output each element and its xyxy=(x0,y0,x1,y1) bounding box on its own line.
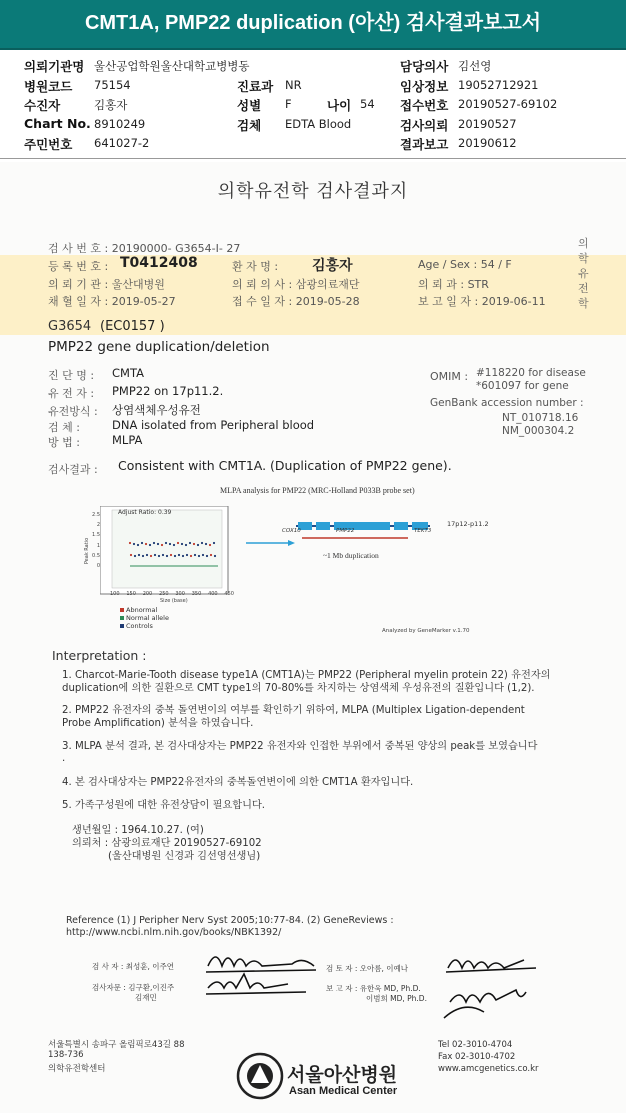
plot-dot-lower xyxy=(142,555,144,557)
plot-dot-lower xyxy=(130,554,132,556)
label-registration-no: 등 록 번 호 : xyxy=(48,260,109,273)
interp-4: 4. 본 검사대상자는 PMP22유전자의 중복돌연변이에 의한 CMT1A 환자입니다. xyxy=(62,777,414,788)
plot-dot-lower xyxy=(182,555,184,557)
interp-1b: duplication에 의한 질환으로 CMT type1의 70-80%를 차지하는 상염색체 우성유전의 질환입니다 (1,2). xyxy=(62,683,535,694)
figure-legend xyxy=(120,606,169,630)
plot-dot-lower xyxy=(178,554,180,556)
plot-dot-lower xyxy=(162,554,164,556)
x-tick: 150 xyxy=(126,591,136,597)
birth-date: 생년월일 : 1964.10.27. (여) xyxy=(72,825,204,836)
telephone: Tel 02-3010-4704 xyxy=(438,1040,513,1050)
plot-dot-lower xyxy=(210,554,212,556)
label-hospital-code: 병원코드 xyxy=(24,79,73,94)
reference-2: http://www.ncbi.nlm.nih.gov/books/NBK1392/ xyxy=(66,927,282,938)
plot-dot-upper xyxy=(173,544,175,546)
value-doctor: 김선영 xyxy=(458,59,492,73)
label-patient: 수진자 xyxy=(24,98,61,113)
value-resident-no: 641027-2 xyxy=(94,136,150,150)
y-tick: 2 xyxy=(96,522,100,529)
plot-area xyxy=(112,510,222,588)
plot-dot-lower xyxy=(190,555,192,557)
value-patient-name: 김홍자 xyxy=(312,258,353,274)
value-institution: 울산공업학원울산대학교병병동 xyxy=(94,59,250,73)
legend-swatch xyxy=(120,624,124,628)
value-specimen: EDTA Blood xyxy=(285,117,352,131)
omim-label: OMIM : xyxy=(430,370,469,383)
plot-dot-lower xyxy=(170,554,172,556)
label-diagnosis: 진 단 명 : xyxy=(48,369,95,382)
plot-dot-upper xyxy=(129,542,131,544)
reporter: 보 고 자 : 유한욱 MD, Ph.D. xyxy=(326,984,421,993)
omim-disease: #118220 for disease xyxy=(476,367,586,379)
genbank-nm: NM_000304.2 xyxy=(502,425,575,437)
legend-controls: Controls xyxy=(126,622,153,630)
duplication-label: ~1 Mb duplication xyxy=(323,551,379,560)
x-ticks xyxy=(110,591,234,597)
test-code: G3654 xyxy=(48,319,92,334)
plot-dot-lower xyxy=(154,554,156,556)
plot-dot-upper xyxy=(177,542,179,544)
reviewer: 검 토 자 : 오아름, 이예나 xyxy=(326,964,409,973)
label-specimen: 검체 xyxy=(237,118,262,133)
plot-dot-lower xyxy=(146,554,148,556)
y-tick: 0 xyxy=(96,563,100,570)
interp-3a: 3. MLPA 분석 결과, 본 검사대상자는 PMP22 유전자와 인접한 부위에서 중복된 양상의 peak를 보였습니다 xyxy=(62,741,538,752)
interpretation-title: Interpretation : xyxy=(52,648,147,663)
value-gene: PMP22 on 17p11.2. xyxy=(112,384,224,398)
value-request-date: 20190527 xyxy=(458,117,517,131)
plot-dot-lower xyxy=(158,555,160,557)
x-tick: 250 xyxy=(159,591,169,597)
plot-dot-lower xyxy=(134,555,136,557)
plot-dot-upper xyxy=(181,543,183,545)
report-title: CMT1A, PMP22 duplication (아산) 검사결과보고서 xyxy=(0,0,626,50)
test-advisor-2: 김재민 xyxy=(135,993,157,1002)
legend-normal: Normal allele xyxy=(126,614,169,622)
value-report-date: 20190612 xyxy=(458,136,517,150)
label-clinical-info: 임상정보 xyxy=(400,79,449,94)
plot-dot-upper xyxy=(201,542,203,544)
address-3: 의학유전학센터 xyxy=(48,1064,106,1074)
omim-gene: *601097 for gene xyxy=(476,380,569,392)
figure-title: MLPA analysis for PMP22 (MRC-Holland P033B probe set) xyxy=(220,486,415,495)
interp-3b: . xyxy=(62,753,66,764)
label-sex: 성별 xyxy=(237,98,262,113)
plot-dot-upper xyxy=(165,542,167,544)
x-tick: 300 xyxy=(175,591,185,597)
label-resident-no: 주민번호 xyxy=(24,137,73,152)
hospital-name-en: Asan Medical Center xyxy=(289,1085,398,1097)
value-hospital-code: 75154 xyxy=(94,78,131,92)
value-clinical-info: 19052712921 xyxy=(458,78,539,92)
label-receipt-no: 접수번호 xyxy=(400,98,449,113)
plot-dot-upper xyxy=(153,542,155,544)
x-tick: 200 xyxy=(142,591,153,597)
value-inheritance: 상염색체우성유전 xyxy=(112,403,201,417)
x-label: Size (base) xyxy=(160,598,188,604)
header-divider xyxy=(0,158,626,159)
plot-dot-upper xyxy=(149,544,151,546)
value-registration-no: T0412408 xyxy=(120,255,198,271)
plot-dot-lower xyxy=(138,554,140,556)
test-advisor: 검사자문 : 김구환,이진주 xyxy=(92,983,175,992)
genbank-label: GenBank accession number : xyxy=(430,397,584,409)
plot-dot-lower xyxy=(166,555,168,557)
value-sample: DNA isolated from Peripheral blood xyxy=(112,418,315,432)
interp-5: 5. 가족구성원에 대한 유전상담이 필요합니다. xyxy=(62,800,266,811)
value-method: MLPA xyxy=(112,433,143,447)
genbank-nt: NT_010718.16 xyxy=(502,412,579,424)
report-date: 보 고 일 자 : 2019-06-11 xyxy=(418,295,546,308)
legend-swatch xyxy=(120,608,124,612)
side-vertical-title: 의학유전학 xyxy=(578,237,589,310)
plot-dot-upper xyxy=(213,542,215,544)
y-label: Peak Ratio xyxy=(84,537,91,565)
reference-1: Reference (1) J Peripher Nerv Syst 2005;10:77-84. (2) GeneReviews : xyxy=(66,915,394,926)
gene-cox10: COX10 xyxy=(282,528,301,534)
plot-dot-upper xyxy=(189,542,191,544)
plot-dot-upper xyxy=(193,543,195,545)
asan-foundation-logo-icon xyxy=(236,1052,284,1100)
value-diagnosis: CMTA xyxy=(112,366,144,380)
plot-dot-upper xyxy=(161,544,163,546)
requesting-institution: 의 뢰 기 관 : 울산대병원 xyxy=(48,278,165,291)
value-result: Consistent with CMT1A. (Duplication of PMP22 gene). xyxy=(118,458,452,473)
x-tick: 400 xyxy=(208,591,218,597)
fax: Fax 02-3010-4702 xyxy=(438,1052,516,1062)
plot-dot-lower xyxy=(202,554,204,556)
website: www.amcgenetics.co.kr xyxy=(438,1064,539,1074)
test-code-ec: (EC0157 ) xyxy=(100,319,165,334)
locus-label: 17p12-p11.2 xyxy=(447,520,489,528)
requesting-doctor: 의 뢰 의 사 : 삼광의료재단 xyxy=(232,278,360,291)
arrow-head-icon xyxy=(288,540,295,546)
label-patient-name: 환 자 명 : xyxy=(232,260,279,273)
label-sample: 검 체 : xyxy=(48,421,80,434)
interp-2b: Probe Amplification) 분석을 하였습니다. xyxy=(62,718,254,729)
value-chart-no: 8910249 xyxy=(94,117,146,131)
interp-2a: 2. PMP22 유전자의 중복 돌연변이의 여부를 확인하기 위하여, MLPA (Multiplex Ligation-dependent xyxy=(62,705,525,716)
label-gene: 유 전 자 : xyxy=(48,387,95,400)
adjust-ratio: Adjust Ratio: 0.39 xyxy=(118,509,172,516)
address-1: 서울특별시 송파구 올림픽로43길 88 xyxy=(48,1040,185,1050)
label-report-date: 결과보고 xyxy=(400,137,449,152)
exon-block xyxy=(316,522,330,530)
plot-dot-lower xyxy=(194,554,196,556)
reporter-2: 이범희 MD, Ph.D. xyxy=(366,994,427,1003)
test-name: PMP22 gene duplication/deletion xyxy=(48,339,270,355)
value-department: NR xyxy=(285,78,302,92)
x-tick: 100 xyxy=(110,591,120,597)
legend-abnormal: Abnormal xyxy=(126,606,158,614)
value-receipt-no: 20190527-69102 xyxy=(458,97,558,111)
plot-dot-lower xyxy=(206,555,208,557)
test-number: 검 사 번 호 : 20190000- G3654-I- 27 xyxy=(48,242,241,255)
report-main-title: 의학유전학 검사결과지 xyxy=(217,181,409,202)
y-tick: 0.5 xyxy=(92,552,100,559)
plot-dot-lower xyxy=(214,555,216,557)
referrer-note: (울산대병원 신경과 김선영선생님) xyxy=(108,851,261,862)
label-department: 진료과 xyxy=(237,79,274,94)
gene-tekt3: TEKT3 xyxy=(414,528,432,534)
value-sex: F xyxy=(285,97,292,111)
tester: 검 사 자 : 최성훈, 이주연 xyxy=(92,962,175,971)
label-institution: 의뢰기관명 xyxy=(24,59,85,74)
label-result: 검사결과 : xyxy=(48,463,98,476)
age-sex: Age / Sex : 54 / F xyxy=(418,258,512,271)
plot-dot-lower xyxy=(198,555,200,557)
label-doctor: 담당의사 xyxy=(400,59,449,74)
plot-dot-upper xyxy=(133,543,135,545)
value-patient: 김홍자 xyxy=(94,98,128,112)
plot-dot-upper xyxy=(169,543,171,545)
interp-1a: 1. Charcot-Marie-Tooth disease type1A (CMT1A)는 PMP22 (Peripheral myelin protein 22) 유전자의 xyxy=(62,670,551,681)
signature-reviewer-image xyxy=(420,942,550,1024)
legend-swatch xyxy=(120,616,124,620)
label-inheritance: 유전방식 : xyxy=(48,405,98,418)
signature-tester-image xyxy=(200,942,330,1002)
address-2: 138-736 xyxy=(48,1050,84,1060)
label-method: 방 법 : xyxy=(48,436,80,449)
mlpa-plot xyxy=(100,506,230,596)
plot-dot-upper xyxy=(205,543,207,545)
plot-dot-lower xyxy=(174,555,176,557)
plot-dot-upper xyxy=(137,544,139,546)
plot-dot-upper xyxy=(141,542,143,544)
collection-date: 채 혈 일 자 : 2019-05-27 xyxy=(48,295,176,308)
receipt-date: 접 수 일 자 : 2019-05-28 xyxy=(232,295,360,308)
x-tick: 350 xyxy=(191,591,202,597)
requesting-department: 의 뢰 과 : STR xyxy=(418,278,489,291)
value-age: 54 xyxy=(360,97,375,111)
label-chart-no: Chart No. xyxy=(24,116,91,131)
hospital-name-ko: 서울아산병원 xyxy=(287,1064,398,1086)
y-tick: 1 xyxy=(96,542,100,549)
plot-dot-upper xyxy=(209,544,211,546)
plot-dot-upper xyxy=(157,543,159,545)
plot-dot-lower xyxy=(150,555,152,557)
analyzed-by: Analyzed by GeneMarker v.1.70 xyxy=(382,628,470,634)
y-tick: 1.5 xyxy=(92,532,100,539)
y-tick: 2.5 xyxy=(92,512,100,518)
gene-pmp22: PMP22 xyxy=(336,528,355,534)
x-tick: 450 xyxy=(224,591,234,597)
plot-dot-lower xyxy=(186,554,188,556)
label-request-date: 검사의뢰 xyxy=(400,118,449,133)
plot-dot-upper xyxy=(185,544,187,546)
exon-block xyxy=(394,522,408,530)
plot-dot-upper xyxy=(197,544,199,546)
label-age: 나이 xyxy=(327,98,352,113)
plot-dot-upper xyxy=(145,543,147,545)
referrer: 의뢰처 : 삼광의료재단 20190527-69102 xyxy=(72,838,262,849)
